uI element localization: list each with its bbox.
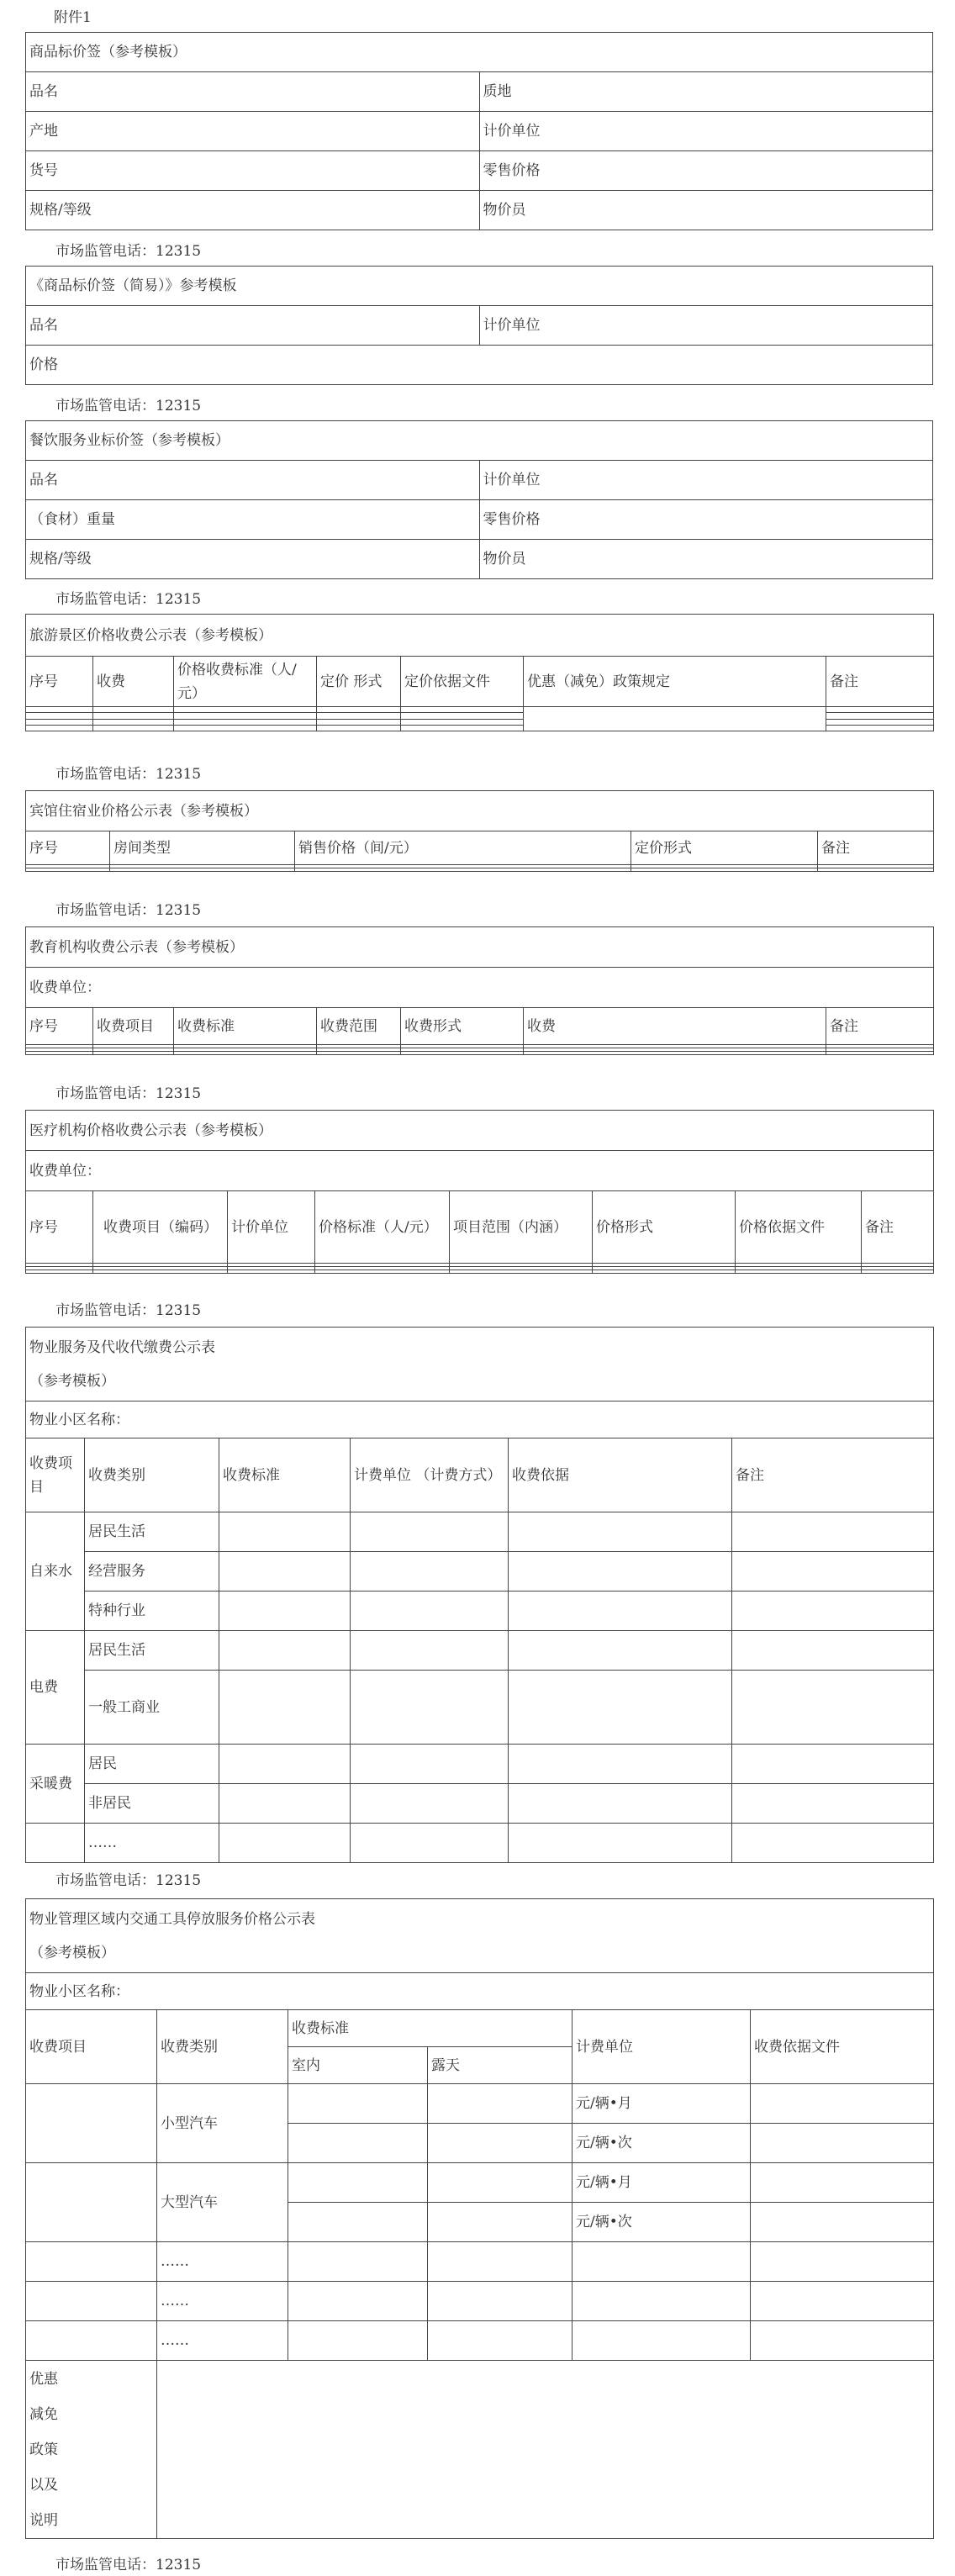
title-line: （参考模板） bbox=[29, 1944, 115, 1961]
col-header: 计费单位 bbox=[572, 2010, 751, 2084]
col-header: 价格收费标准（人/元） bbox=[174, 657, 317, 707]
cell: 计价单位 bbox=[479, 306, 933, 346]
col-header: 露天 bbox=[428, 2047, 572, 2084]
col-header: 房间类型 bbox=[110, 831, 295, 865]
col-header: 定价 形式 bbox=[317, 657, 401, 707]
community-name-label: 物业小区名称： bbox=[26, 1401, 934, 1438]
table-title: 《商品标价签（简易）》参考模板 bbox=[26, 267, 933, 306]
table-title: 旅游景区价格收费公示表（参考模板） bbox=[26, 615, 934, 657]
cell: …… bbox=[157, 2321, 288, 2361]
fee-unit-label: 收费单位： bbox=[26, 968, 934, 1008]
cell: …… bbox=[85, 1824, 219, 1863]
hotel-price-table bbox=[25, 790, 933, 872]
hotline-text: 市场监管电话：12315 bbox=[55, 243, 202, 260]
col-header: 优惠（减免）政策规定 bbox=[524, 657, 826, 707]
policy-label: 优惠减免政策以及说明 bbox=[26, 2361, 157, 2539]
title-line: 物业服务及代收代缴费公示表 bbox=[29, 1338, 215, 1356]
cell: 经营服务 bbox=[85, 1552, 219, 1592]
table-title: 医疗机构价格收费公示表（参考模板） bbox=[26, 1111, 934, 1151]
col-header: 备注 bbox=[862, 1191, 934, 1264]
hotline-text: 市场监管电话：12315 bbox=[55, 591, 202, 608]
education-fee-table bbox=[25, 926, 933, 1055]
col-header: 计价单位 bbox=[228, 1191, 315, 1264]
cell: 元/辆•月 bbox=[572, 2084, 751, 2124]
hotline-text: 市场监管电话：12315 bbox=[55, 1872, 202, 1889]
col-header: 室内 bbox=[288, 2047, 428, 2084]
col-header: 收费项目（编码） bbox=[93, 1191, 228, 1264]
medical-fee-table bbox=[25, 1110, 933, 1274]
cell: 特种行业 bbox=[85, 1592, 219, 1631]
cell: 品名 bbox=[26, 306, 480, 346]
cell: 质地 bbox=[479, 72, 933, 112]
col-header: 价格依据文件 bbox=[736, 1191, 862, 1264]
col-header: 收费项目 bbox=[93, 1008, 174, 1045]
col-header: 收费项目 bbox=[26, 1438, 85, 1512]
hotline-text: 市场监管电话：12315 bbox=[55, 1302, 202, 1319]
table-title: 教育机构收费公示表（参考模板） bbox=[26, 927, 934, 968]
cell: 一般工商业 bbox=[85, 1671, 219, 1745]
col-header: 收费项目 bbox=[26, 2010, 157, 2084]
col-header: 价格形式 bbox=[593, 1191, 736, 1264]
hotline-text: 市场监管电话：12315 bbox=[55, 398, 202, 414]
table-title: 商品标价签（参考模板） bbox=[26, 33, 933, 72]
catering-price-tag-table bbox=[25, 420, 933, 579]
col-header: 销售价格（间/元） bbox=[295, 831, 631, 865]
cell: 价格 bbox=[26, 346, 933, 385]
cell: 大型汽车 bbox=[157, 2163, 288, 2242]
cell: 计价单位 bbox=[479, 112, 933, 151]
col-header: 序号 bbox=[26, 831, 110, 865]
col-header: 定价形式 bbox=[631, 831, 818, 865]
cell: 居民生活 bbox=[85, 1512, 219, 1552]
col-header: 定价依据文件 bbox=[401, 657, 524, 707]
cell: 元/辆•次 bbox=[572, 2203, 751, 2242]
cell: 产地 bbox=[26, 112, 480, 151]
cell: 元/辆•次 bbox=[572, 2124, 751, 2163]
hotline-text: 市场监管电话：12315 bbox=[55, 1085, 202, 1102]
cell: 居民 bbox=[85, 1745, 219, 1784]
table-title bbox=[26, 1328, 934, 1401]
cell: 货号 bbox=[26, 151, 480, 191]
parking-price-table bbox=[25, 1898, 933, 2539]
cell: 非居民 bbox=[85, 1784, 219, 1824]
col-header: 收费标准 bbox=[219, 1438, 351, 1512]
fee-unit-label: 收费单位： bbox=[26, 1151, 934, 1191]
col-header: 收费 bbox=[93, 657, 174, 707]
simple-price-tag-table bbox=[25, 266, 933, 385]
hotline-text: 市场监管电话：12315 bbox=[55, 766, 202, 783]
cell: 规格/等级 bbox=[26, 540, 480, 579]
col-header: 收费依据 bbox=[509, 1438, 732, 1512]
cell: 零售价格 bbox=[479, 151, 933, 191]
cell: 计价单位 bbox=[479, 461, 933, 500]
col-header: 收费类别 bbox=[157, 2010, 288, 2084]
cell: …… bbox=[157, 2242, 288, 2282]
col-header: 收费范围 bbox=[317, 1008, 401, 1045]
col-header: 备注 bbox=[826, 1008, 934, 1045]
cell: 品名 bbox=[26, 72, 480, 112]
col-header: 项目范围（内涵） bbox=[450, 1191, 593, 1264]
cell: 居民生活 bbox=[85, 1631, 219, 1671]
col-header: 收费形式 bbox=[401, 1008, 524, 1045]
hotline-text: 市场监管电话：12315 bbox=[55, 902, 202, 919]
attachment-label: 附件1 bbox=[54, 9, 92, 26]
title-line: （参考模板） bbox=[29, 1372, 115, 1390]
col-header: 收费类别 bbox=[85, 1438, 219, 1512]
col-header: 序号 bbox=[26, 1008, 93, 1045]
col-header: 价格标准（人/元） bbox=[315, 1191, 450, 1264]
cell: 物价员 bbox=[479, 540, 933, 579]
cell: 小型汽车 bbox=[157, 2084, 288, 2163]
category-cell: 电费 bbox=[26, 1631, 85, 1745]
col-header: 序号 bbox=[26, 1191, 93, 1264]
property-service-fee-table bbox=[25, 1327, 933, 1863]
price-tag-table bbox=[25, 32, 933, 230]
cell: （食材）重量 bbox=[26, 500, 480, 540]
col-header: 备注 bbox=[818, 831, 934, 865]
cell: 元/辆•月 bbox=[572, 2163, 751, 2203]
cell: 规格/等级 bbox=[26, 191, 480, 230]
table-title: 餐饮服务业标价签（参考模板） bbox=[26, 421, 933, 461]
cell: …… bbox=[157, 2282, 288, 2321]
title-line: 物业管理区域内交通工具停放服务价格公示表 bbox=[29, 1910, 315, 1928]
col-header: 收费 bbox=[524, 1008, 826, 1045]
cell: 零售价格 bbox=[479, 500, 933, 540]
col-header: 收费标准 bbox=[288, 2010, 572, 2047]
col-header: 备注 bbox=[826, 657, 934, 707]
table-title bbox=[26, 1899, 934, 1973]
col-header: 备注 bbox=[732, 1438, 934, 1512]
category-cell: 采暖费 bbox=[26, 1745, 85, 1824]
hotline-text: 市场监管电话：12315 bbox=[55, 2557, 202, 2573]
col-header: 收费标准 bbox=[174, 1008, 317, 1045]
col-header: 收费依据文件 bbox=[751, 2010, 934, 2084]
category-cell: 自来水 bbox=[26, 1512, 85, 1631]
col-header: 计费单位 （计费方式） bbox=[351, 1438, 509, 1512]
table-title: 宾馆住宿业价格公示表（参考模板） bbox=[26, 791, 934, 831]
col-header: 序号 bbox=[26, 657, 93, 707]
scenic-spot-fee-table bbox=[25, 614, 933, 731]
community-name-label: 物业小区名称： bbox=[26, 1973, 934, 2010]
cell: 品名 bbox=[26, 461, 480, 500]
cell: 物价员 bbox=[479, 191, 933, 230]
